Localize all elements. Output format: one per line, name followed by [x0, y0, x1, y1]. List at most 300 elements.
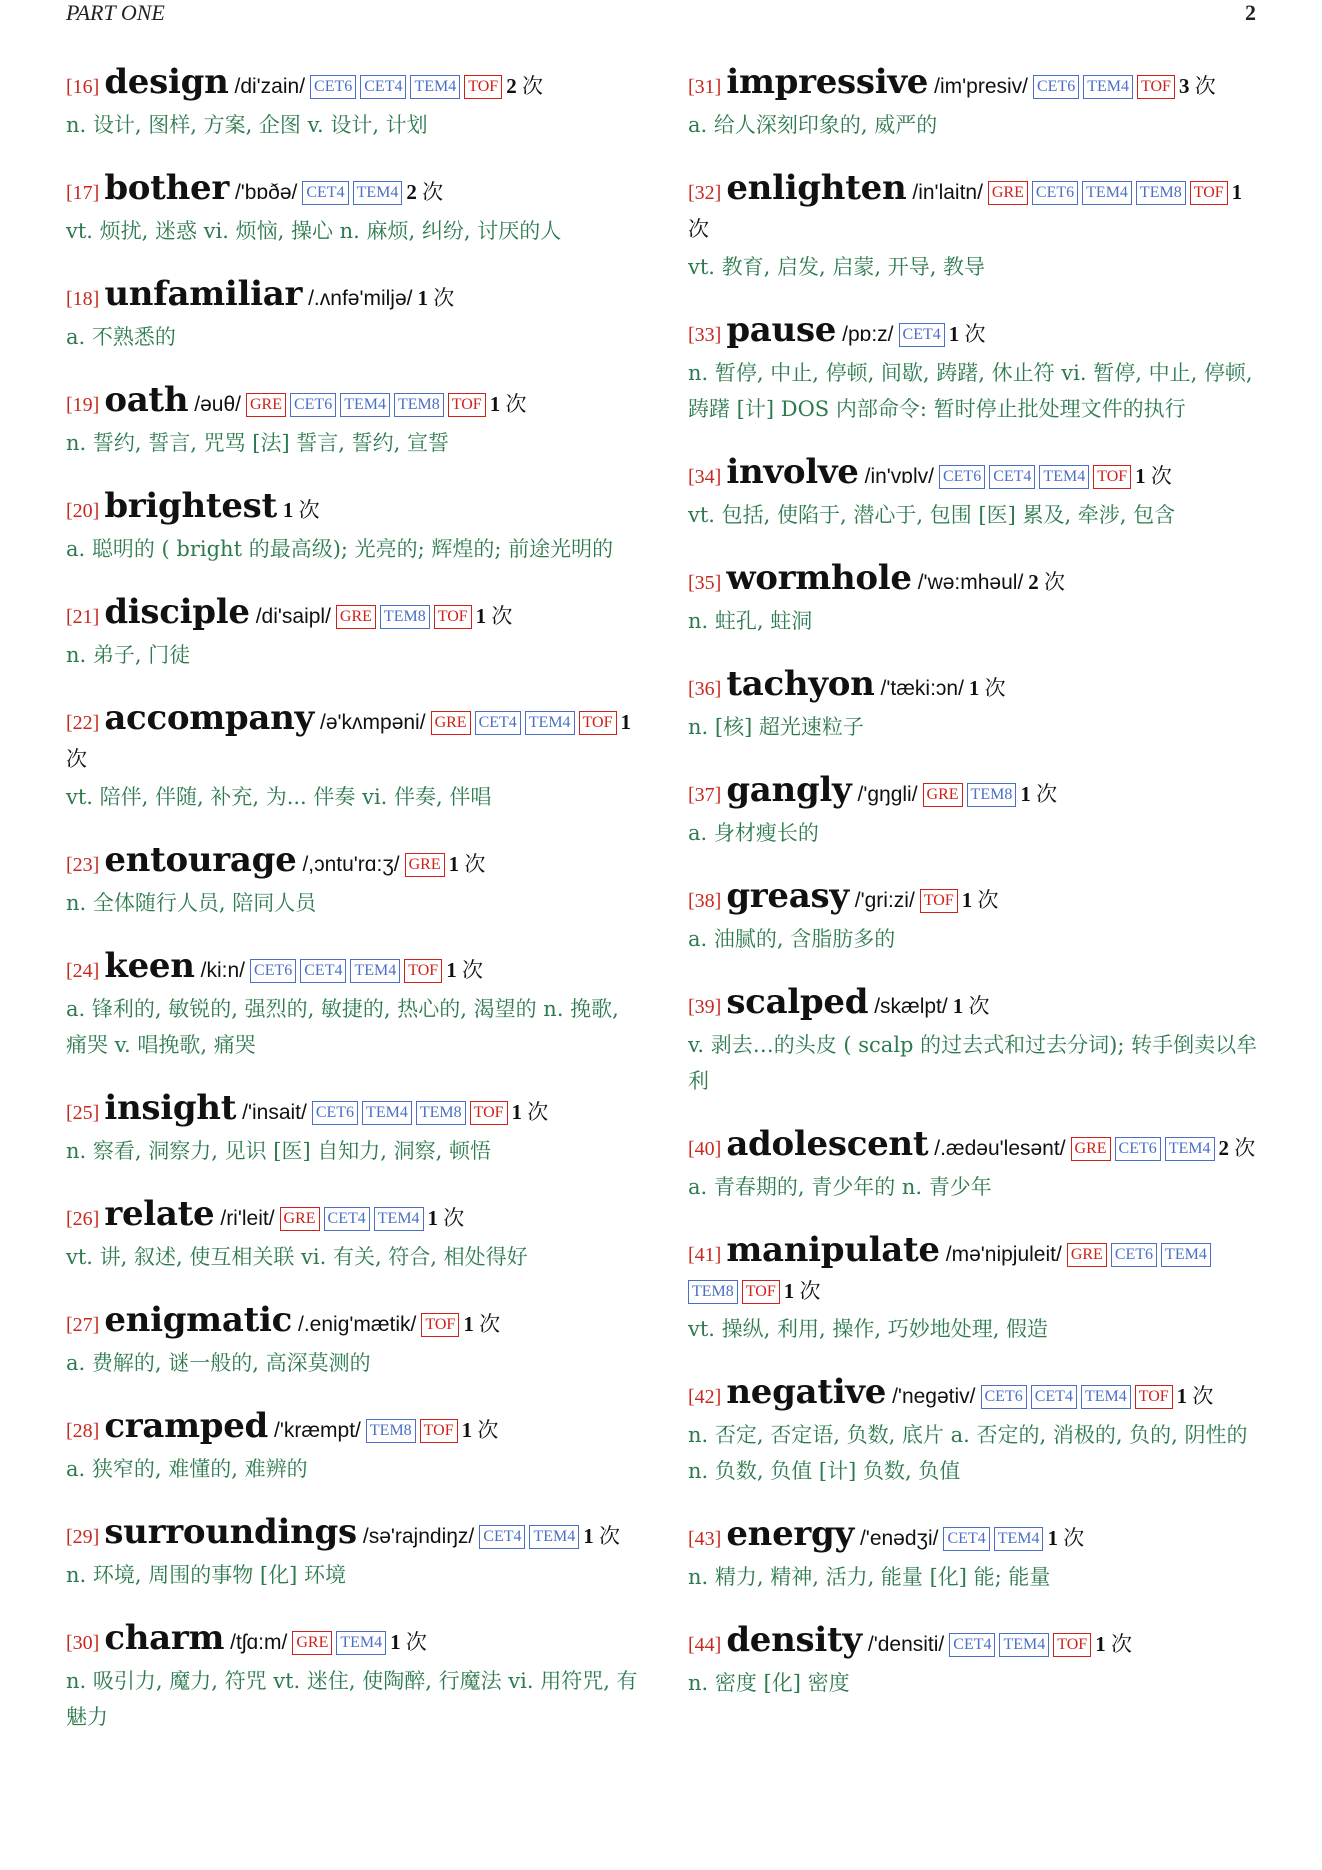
entry-pronunciation: /pɒ:z/	[842, 323, 894, 346]
entry-pronunciation: /'negətiv/	[892, 1385, 976, 1408]
frequency-unit: 次	[688, 217, 709, 241]
entry-frequency	[1028, 570, 1065, 594]
vocab-entry	[688, 1126, 1260, 1205]
vocab-entry	[66, 1514, 638, 1593]
exam-tag: GRE	[988, 181, 1028, 205]
entry-frequency	[428, 1206, 465, 1230]
exam-tag: TOF	[1135, 1385, 1173, 1409]
entry-pronunciation: /'insait/	[242, 1101, 307, 1124]
entry-definition: n. 暂停, 中止, 停顿, 间歇, 踌躇, 休止符 vi. 暂停, 中止, 停顿, 踌躇 [计] DOS 内部命令: 暂时停止批处理文件的执行	[688, 361, 1253, 421]
frequency-count: 1	[446, 958, 457, 982]
entry-word: accompany	[104, 698, 314, 738]
exam-tag: TEM4	[994, 1527, 1044, 1551]
entry-pronunciation: /mə'nipjuleit/	[945, 1243, 1062, 1266]
entry-definition: a. 油腻的, 含脂肪多的	[688, 927, 896, 951]
entry-pronunciation: /.ædəu'lesənt/	[934, 1137, 1066, 1160]
frequency-unit: 次	[1194, 74, 1216, 98]
vocab-entry	[688, 1516, 1260, 1595]
exam-tag: CET4	[324, 1207, 370, 1231]
exam-tag: TOF	[1053, 1633, 1091, 1657]
vocab-entry	[688, 666, 1260, 745]
entry-head	[66, 1408, 638, 1449]
entry-frequency	[949, 322, 986, 346]
frequency-count: 1	[783, 1279, 795, 1303]
entry-word: greasy	[726, 876, 849, 916]
entry-frequency	[512, 1100, 549, 1124]
vocab-entry	[66, 1090, 638, 1169]
entry-word: density	[726, 1620, 862, 1660]
frequency-unit: 次	[1063, 1526, 1085, 1550]
entry-word: cramped	[104, 1406, 269, 1446]
frequency-unit: 次	[433, 286, 455, 310]
vocab-entry	[66, 1408, 638, 1487]
entry-word: insight	[104, 1088, 237, 1128]
entry-definition: n. 密度 [化] 密度	[688, 1671, 850, 1695]
entry-head	[66, 170, 638, 211]
frequency-count: 1	[461, 1418, 473, 1442]
entry-number: [39]	[688, 996, 722, 1018]
entry-number: [37]	[688, 784, 722, 806]
exam-tag: TOF	[404, 959, 442, 983]
entry-definition: a. 给人深刻印象的, 威严的	[688, 113, 938, 137]
exam-tag: CET4	[360, 75, 406, 99]
entry-head	[66, 594, 638, 635]
entry-word: brightest	[104, 486, 277, 526]
entry-frequency	[1135, 464, 1172, 488]
entry-head	[66, 1514, 638, 1555]
entry-pronunciation: /əuθ/	[194, 393, 241, 416]
entry-frequency	[1020, 782, 1057, 806]
entry-pronunciation: /'densiti/	[867, 1633, 945, 1656]
exam-tag: TEM4	[999, 1633, 1049, 1657]
frequency-count: 1	[1135, 464, 1146, 488]
entry-definition: n. [核] 超光速粒子	[688, 715, 864, 739]
entry-definition: n. 弟子, 门徒	[66, 643, 191, 667]
entry-head	[66, 382, 638, 423]
entry-number: [40]	[688, 1138, 722, 1160]
frequency-count: 1	[620, 710, 631, 734]
frequency-count: 1	[463, 1312, 474, 1336]
entry-frequency	[463, 1312, 500, 1336]
left-column	[66, 64, 638, 1762]
exam-tag: TEM8	[366, 1419, 416, 1443]
frequency-count: 1	[475, 604, 487, 628]
frequency-unit: 次	[1110, 1632, 1132, 1656]
entry-pronunciation: /'kræmpt/	[274, 1419, 361, 1442]
entry-frequency	[1179, 74, 1216, 98]
entry-frequency	[1047, 1526, 1084, 1550]
entry-frequency	[490, 392, 527, 416]
frequency-unit: 次	[461, 958, 483, 982]
exam-tag: GRE	[1067, 1243, 1107, 1267]
exam-tag: CET6	[939, 465, 985, 489]
vocab-entry	[66, 1302, 638, 1381]
exam-tag: CET4	[899, 323, 945, 347]
entry-number: [32]	[688, 182, 722, 204]
exam-tag: TEM4	[353, 181, 403, 205]
vocab-entry	[66, 1620, 638, 1735]
exam-tag: TOF	[579, 711, 617, 735]
frequency-count: 1	[1020, 782, 1031, 806]
exam-tag: TEM4	[340, 393, 390, 417]
exam-tag: GRE	[292, 1631, 332, 1655]
exam-tag: GRE	[431, 711, 471, 735]
entry-definition: vt. 包括, 使陷于, 潜心于, 包围 [医] 累及, 牵涉, 包含	[688, 503, 1176, 527]
exam-tag: TEM8	[967, 783, 1017, 807]
frequency-unit: 次	[422, 180, 444, 204]
entry-head	[688, 1126, 1260, 1167]
vocab-entry	[688, 312, 1260, 427]
vocab-entry	[66, 276, 638, 355]
frequency-unit: 次	[799, 1279, 821, 1303]
exam-tag: CET6	[1111, 1243, 1157, 1267]
vocab-entry	[688, 1374, 1260, 1489]
entry-head	[66, 1196, 638, 1237]
entry-frequency	[1219, 1136, 1256, 1160]
entry-number: [44]	[688, 1634, 722, 1656]
entry-definition: a. 锋利的, 敏锐的, 强烈的, 敏捷的, 热心的, 渴望的 n. 挽歌, 痛哭 v. 唱挽歌, 痛哭	[66, 997, 619, 1057]
frequency-count: 1	[417, 286, 428, 310]
exam-tag: TEM8	[394, 393, 444, 417]
vocab-entry	[66, 1196, 638, 1275]
entry-number: [18]	[66, 288, 100, 310]
entry-frequency	[406, 180, 443, 204]
exam-tag: TEM4	[362, 1101, 412, 1125]
entry-frequency	[476, 604, 513, 628]
entry-frequency	[283, 498, 320, 522]
entry-number: [33]	[688, 324, 722, 346]
entry-head	[688, 1516, 1260, 1557]
exam-tag: CET4	[475, 711, 521, 735]
exam-tag: TEM4	[529, 1525, 579, 1549]
entry-definition: a. 聪明的 ( bright 的最高级); 光亮的; 辉煌的; 前途光明的	[66, 537, 614, 561]
exam-tag: TEM8	[380, 605, 430, 629]
entry-word: unfamiliar	[104, 274, 303, 314]
frequency-count: 2	[506, 74, 517, 98]
entry-definition: a. 身材瘦长的	[688, 821, 819, 845]
entry-number: [42]	[688, 1386, 722, 1408]
entry-number: [43]	[688, 1528, 722, 1550]
frequency-count: 1	[583, 1524, 594, 1548]
exam-tag: TEM8	[416, 1101, 466, 1125]
frequency-count: 1	[952, 994, 964, 1018]
entry-number: [41]	[688, 1244, 722, 1266]
entry-definition: vt. 陪伴, 伴随, 补充, 为... 伴奏 vi. 伴奏, 伴唱	[66, 785, 492, 809]
entry-head	[688, 1232, 1260, 1309]
entry-head	[688, 560, 1260, 601]
entry-head	[688, 666, 1260, 707]
entry-number: [20]	[66, 500, 100, 522]
exam-tag: CET6	[250, 959, 296, 983]
exam-tag: TEM4	[1083, 75, 1133, 99]
entry-word: impressive	[726, 62, 929, 102]
exam-tag: TOF	[920, 889, 958, 913]
entry-definition: vt. 操纵, 利用, 操作, 巧妙地处理, 假造	[688, 1317, 1049, 1341]
entry-word: design	[104, 62, 229, 102]
frequency-unit: 次	[1192, 1384, 1214, 1408]
entry-definition: v. 剥去…的头皮 ( scalp 的过去式和过去分词); 转手倒卖以牟利	[688, 1033, 1258, 1093]
entry-head	[66, 64, 638, 105]
entry-definition: n. 环境, 周围的事物 [化] 环境	[66, 1563, 346, 1587]
exam-tag: TEM4	[410, 75, 460, 99]
frequency-count: 1	[511, 1100, 523, 1124]
entry-definition: vt. 教育, 启发, 启蒙, 开导, 教导	[688, 255, 986, 279]
exam-tag: TOF	[470, 1101, 508, 1125]
entry-frequency	[462, 1418, 499, 1442]
entry-number: [24]	[66, 960, 100, 982]
entry-number: [35]	[688, 572, 722, 594]
entry-definition: vt. 讲, 叙述, 使互相关联 vi. 有关, 符合, 相处得好	[66, 1245, 528, 1269]
entry-word: adolescent	[726, 1124, 929, 1164]
entry-frequency	[953, 994, 990, 1018]
frequency-unit: 次	[1234, 1136, 1256, 1160]
entry-head	[688, 64, 1260, 105]
exam-tag: GRE	[280, 1207, 320, 1231]
exam-tag: CET4	[943, 1527, 989, 1551]
entry-number: [38]	[688, 890, 722, 912]
exam-tag: TEM4	[1165, 1137, 1215, 1161]
exam-tag: CET6	[1033, 75, 1079, 99]
vocab-entry	[688, 560, 1260, 639]
vocab-columns	[66, 64, 1260, 1762]
exam-tag: GRE	[246, 393, 286, 417]
exam-tag: TEM4	[336, 1631, 386, 1655]
page-header	[66, 0, 1256, 30]
entry-pronunciation: /in'laitn/	[912, 181, 983, 204]
entry-head	[66, 700, 638, 777]
vocab-entry	[688, 878, 1260, 957]
entry-word: charm	[104, 1618, 225, 1658]
exam-tag: GRE	[1071, 1137, 1111, 1161]
entry-word: enlighten	[726, 168, 907, 208]
entry-definition: a. 不熟悉的	[66, 325, 176, 349]
entry-definition: n. 察看, 洞察力, 见识 [医] 自知力, 洞察, 顿悟	[66, 1139, 492, 1163]
entry-definition: n. 誓约, 誓言, 咒骂 [法] 誓言, 誓约, 宣誓	[66, 431, 450, 455]
vocab-entry	[688, 170, 1260, 285]
entry-head	[688, 1622, 1260, 1663]
frequency-unit: 次	[298, 498, 320, 522]
vocab-entry	[688, 454, 1260, 533]
frequency-unit: 次	[977, 888, 999, 912]
entry-pronunciation: /ə'kʌmpəni/	[320, 711, 426, 734]
entry-word: bother	[104, 168, 229, 208]
entry-number: [16]	[66, 76, 100, 98]
entry-word: gangly	[726, 770, 852, 810]
vocab-entry	[66, 64, 638, 143]
vocab-entry	[688, 772, 1260, 851]
exam-tag: TOF	[434, 605, 472, 629]
entry-word: enigmatic	[104, 1300, 292, 1340]
frequency-count: 1	[390, 1630, 401, 1654]
frequency-count: 1	[427, 1206, 439, 1230]
vocab-entry	[66, 382, 638, 461]
frequency-count: 1	[1095, 1632, 1106, 1656]
exam-tag: TOF	[1190, 181, 1228, 205]
entry-pronunciation: /'bɒðə/	[234, 181, 298, 204]
vocab-entry	[66, 700, 638, 815]
exam-tag: GRE	[405, 853, 445, 877]
entry-number: [36]	[688, 678, 722, 700]
entry-pronunciation: /'enədʒi/	[859, 1527, 939, 1550]
entry-definition: vt. 烦扰, 迷惑 vi. 烦恼, 操心 n. 麻烦, 纠纷, 讨厌的人	[66, 219, 562, 243]
exam-tag: TEM4	[374, 1207, 424, 1231]
entry-pronunciation: /di'zain/	[234, 75, 306, 98]
entry-number: [29]	[66, 1526, 100, 1548]
entry-pronunciation: /im'presiv/	[934, 75, 1028, 98]
entry-frequency	[969, 676, 1006, 700]
entry-pronunciation: /'gŋgli/	[857, 783, 918, 806]
vocab-entry	[688, 1622, 1260, 1701]
frequency-unit: 次	[1044, 570, 1066, 594]
exam-tag: TOF	[421, 1313, 459, 1337]
entry-word: oath	[104, 380, 189, 420]
exam-tag: TEM4	[350, 959, 400, 983]
exam-tag: CET6	[981, 1385, 1027, 1409]
exam-tag: TOF	[1137, 75, 1175, 99]
entry-head	[688, 312, 1260, 353]
entry-word: energy	[726, 1514, 854, 1554]
frequency-unit: 次	[527, 1100, 549, 1124]
entry-head	[688, 772, 1260, 813]
frequency-unit: 次	[443, 1206, 465, 1230]
entry-pronunciation: /'tæki:ɔn/	[880, 677, 964, 700]
exam-tag: CET4	[479, 1525, 525, 1549]
entry-frequency	[390, 1630, 427, 1654]
exam-tag: TEM8	[688, 1280, 738, 1304]
frequency-unit: 次	[505, 392, 527, 416]
frequency-count: 1	[1047, 1526, 1058, 1550]
entry-head	[688, 454, 1260, 495]
entry-definition: n. 精力, 精神, 活力, 能量 [化] 能; 能量	[688, 1565, 1051, 1589]
vocab-entry	[66, 842, 638, 921]
entry-number: [23]	[66, 854, 100, 876]
frequency-unit: 次	[599, 1524, 621, 1548]
entry-definition: n. 吸引力, 魔力, 符咒 vt. 迷住, 使陶醉, 行魔法 vi. 用符咒, 有魅力	[66, 1669, 638, 1729]
entry-head	[66, 488, 638, 529]
exam-tag: TOF	[1093, 465, 1131, 489]
exam-tag: TOF	[448, 393, 486, 417]
entry-definition: n. 否定, 否定语, 负数, 底片 a. 否定的, 消极的, 负的, 阴性的 n. 负数, 负值 [计] 负数, 负值	[688, 1423, 1248, 1483]
entry-frequency	[1177, 1384, 1214, 1408]
frequency-unit: 次	[477, 1418, 499, 1442]
entry-frequency	[446, 958, 483, 982]
entry-pronunciation: /.ʌnfə'miljə/	[308, 287, 413, 310]
frequency-count: 1	[1176, 1384, 1188, 1408]
exam-tag: TEM4	[1039, 465, 1089, 489]
entry-word: relate	[104, 1194, 215, 1234]
exam-tag: CET6	[1032, 181, 1078, 205]
entry-head	[66, 1620, 638, 1661]
frequency-count: 1	[961, 888, 973, 912]
exam-tag: TEM8	[1136, 181, 1186, 205]
exam-tag: CET4	[302, 181, 348, 205]
entry-definition: a. 费解的, 谜一般的, 高深莫测的	[66, 1351, 371, 1375]
entry-word: pause	[726, 310, 837, 350]
entry-pronunciation: /ri'leit/	[220, 1207, 275, 1230]
entry-pronunciation: /'gri:zi/	[854, 889, 915, 912]
entry-pronunciation: /,ɔntu'rɑ:ʒ/	[302, 853, 400, 876]
vocab-entry	[66, 948, 638, 1063]
exam-tag: CET4	[949, 1633, 995, 1657]
entry-word: manipulate	[726, 1230, 940, 1270]
entry-frequency	[449, 852, 486, 876]
page-number: 2	[1245, 0, 1256, 25]
frequency-unit: 次	[521, 74, 543, 98]
exam-tag: TOF	[420, 1419, 458, 1443]
frequency-count: 1	[448, 852, 460, 876]
entry-number: [31]	[688, 76, 722, 98]
entry-word: entourage	[104, 840, 297, 880]
entry-word: keen	[104, 946, 195, 986]
entry-pronunciation: /di'saipl/	[255, 605, 331, 628]
frequency-count: 1	[489, 392, 501, 416]
entry-word: negative	[726, 1372, 887, 1412]
exam-tag: TEM4	[1161, 1243, 1211, 1267]
exam-tag: CET4	[300, 959, 346, 983]
exam-tag: TOF	[742, 1280, 780, 1304]
entry-pronunciation: /.enig'mætik/	[298, 1313, 417, 1336]
exam-tag: TEM4	[1082, 181, 1132, 205]
entry-pronunciation: /'wə:mhəul/	[917, 571, 1024, 594]
entry-number: [25]	[66, 1102, 100, 1124]
vocab-entry	[66, 594, 638, 673]
entry-number: [21]	[66, 606, 100, 628]
entry-head	[66, 1090, 638, 1131]
frequency-count: 2	[406, 180, 417, 204]
entry-frequency	[583, 1524, 620, 1548]
entry-head	[688, 878, 1260, 919]
exam-tag: CET6	[1115, 1137, 1161, 1161]
frequency-count: 1	[282, 498, 294, 522]
entry-number: [27]	[66, 1314, 100, 1336]
entry-head	[66, 948, 638, 989]
entry-frequency	[1095, 1632, 1132, 1656]
vocab-entry	[688, 984, 1260, 1099]
entry-word: wormhole	[726, 558, 912, 598]
exam-tag: CET6	[290, 393, 336, 417]
entry-head	[688, 1374, 1260, 1415]
entry-word: disciple	[104, 592, 250, 632]
vocab-entry	[688, 64, 1260, 143]
exam-tag: TOF	[464, 75, 502, 99]
entry-number: [30]	[66, 1632, 100, 1654]
entry-head	[66, 1302, 638, 1343]
entry-frequency	[962, 888, 999, 912]
entry-pronunciation: /tʃɑ:m/	[230, 1631, 288, 1654]
frequency-count: 1	[968, 676, 980, 700]
entry-head	[66, 276, 638, 317]
frequency-unit: 次	[1150, 464, 1172, 488]
entry-word: tachyon	[726, 664, 875, 704]
exam-tag: CET6	[310, 75, 356, 99]
frequency-unit: 次	[968, 994, 990, 1018]
entry-number: [22]	[66, 712, 100, 734]
part-title: PART ONE	[66, 0, 165, 25]
entry-word: scalped	[726, 982, 869, 1022]
entry-number: [34]	[688, 466, 722, 488]
entry-pronunciation: /in'vɒlv/	[864, 465, 934, 488]
entry-head	[688, 170, 1260, 247]
right-column	[688, 64, 1260, 1762]
entry-head	[688, 984, 1260, 1025]
vocab-entry	[66, 170, 638, 249]
frequency-unit: 次	[1036, 782, 1058, 806]
exam-tag: TEM4	[1081, 1385, 1131, 1409]
frequency-unit: 次	[984, 676, 1006, 700]
exam-tag: GRE	[336, 605, 376, 629]
exam-tag: CET4	[1031, 1385, 1077, 1409]
entry-number: [19]	[66, 394, 100, 416]
